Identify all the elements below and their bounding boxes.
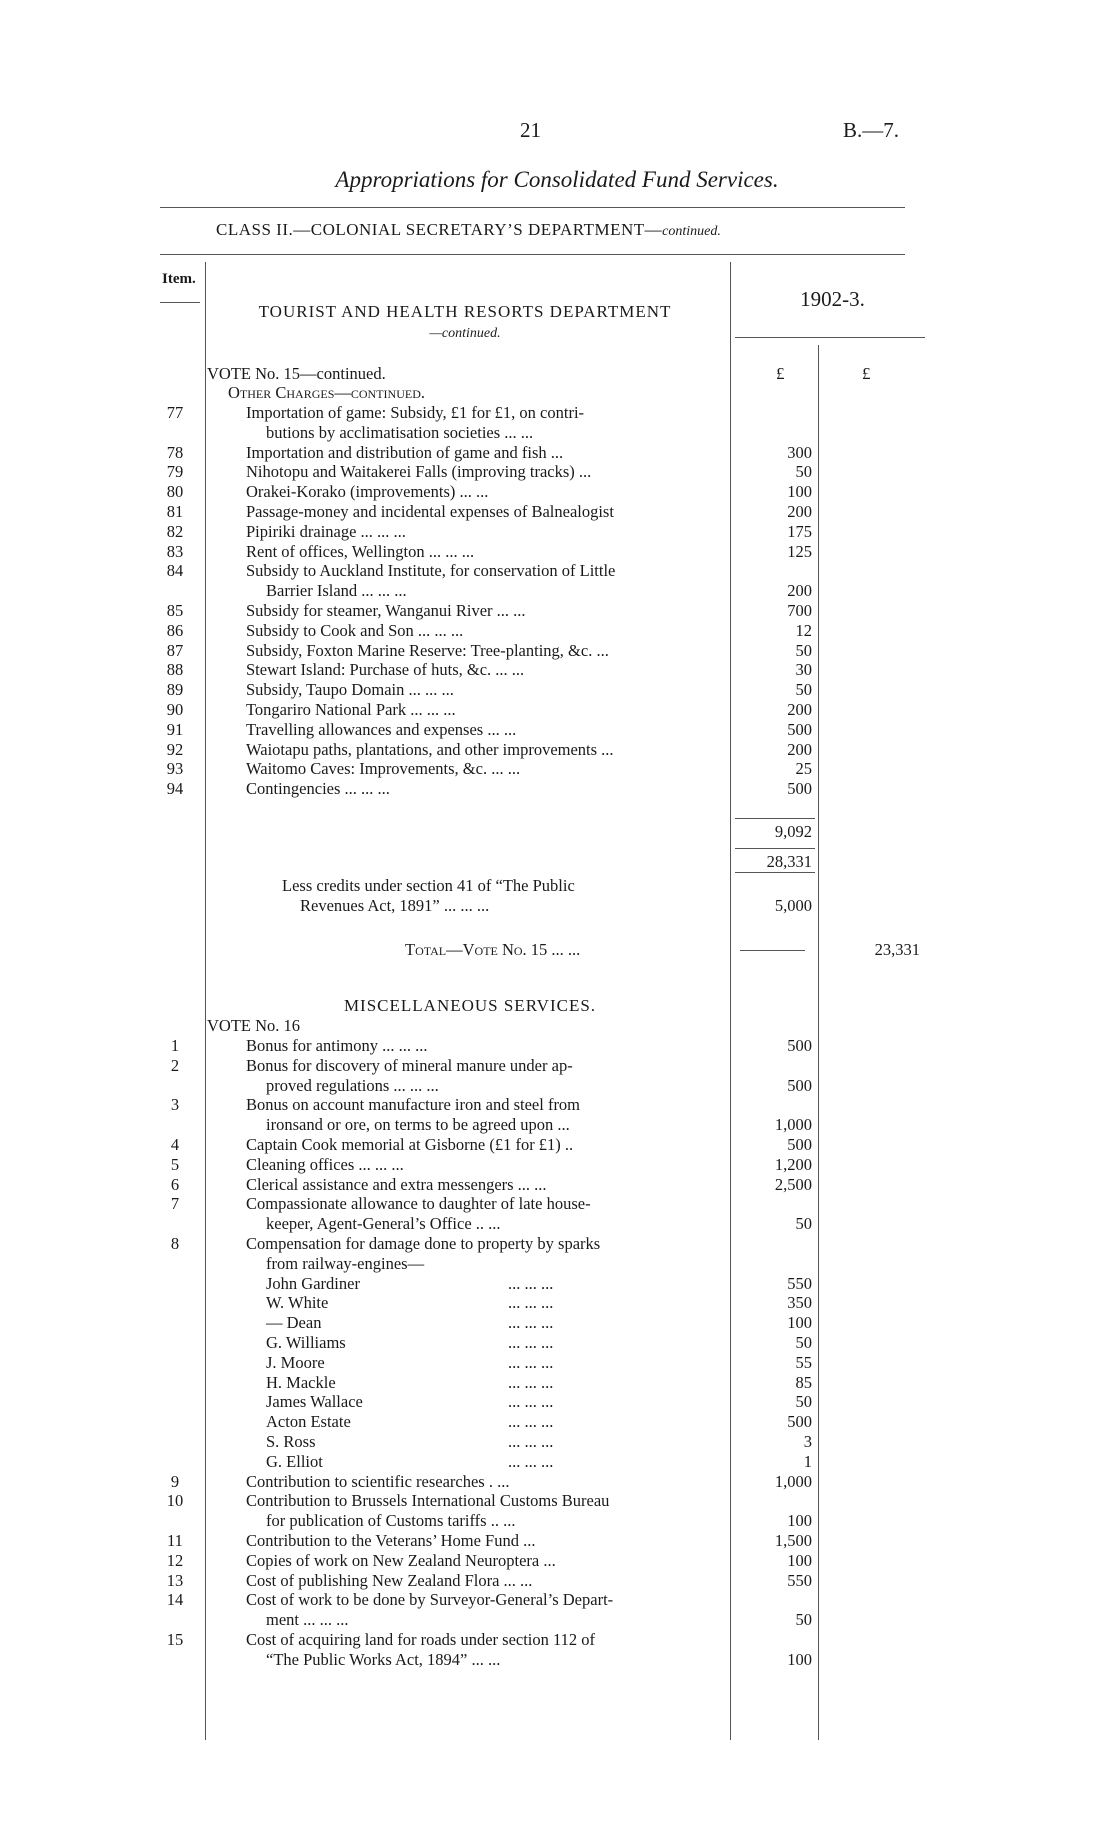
- item-description: Travelling allowances and expenses ... ...: [246, 719, 517, 739]
- item-number: 6: [170, 1174, 180, 1194]
- item-description: Copies of work on New Zealand Neuroptera ...: [246, 1550, 556, 1570]
- item-number: 83: [166, 541, 184, 561]
- item-description: Stewart Island: Purchase of huts, &c. ... ...: [246, 660, 525, 680]
- item-number: 86: [166, 620, 184, 640]
- claimant-dots: ... ... ...: [508, 1372, 554, 1392]
- item-amount: 50: [795, 1214, 812, 1234]
- claimant-dots: ... ... ...: [508, 1273, 554, 1293]
- item-number: 91: [166, 719, 184, 739]
- item-amount: 175: [787, 521, 812, 541]
- claimant-dots: ... ... ...: [508, 1432, 554, 1451]
- item-number: 84: [166, 561, 184, 581]
- item-amount: 1,000: [774, 1471, 812, 1491]
- item-description: Compassionate allowance to daughter of late house-: [246, 1194, 591, 1214]
- divider: [160, 254, 905, 255]
- item-number: 9: [170, 1471, 180, 1491]
- less-credits-amount: 5,000: [774, 896, 812, 915]
- item-amount: 50: [795, 462, 812, 482]
- item-description-cont: for publication of Customs tariffs .. ...: [266, 1511, 516, 1531]
- item-description: Subsidy, Taupo Domain ... ... ...: [246, 680, 454, 700]
- item-description: Bonus for discovery of mineral manure under ap-: [246, 1055, 573, 1075]
- item-description: Bonus on account manufacture iron and steel from: [246, 1095, 581, 1115]
- vote-label: VOTE No. 15—continued.: [207, 364, 386, 383]
- item-description: Cleaning offices ... ... ...: [246, 1154, 404, 1174]
- item-amount: 100: [787, 482, 812, 502]
- item-amount: 500: [787, 1075, 812, 1095]
- claimant-dots: ... ... ...: [508, 1313, 554, 1333]
- item-number: 15: [166, 1630, 184, 1649]
- item-amount: 200: [787, 739, 812, 759]
- less-credits-line1: Less credits under section 41 of “The Public: [282, 876, 575, 895]
- item-amount: 100: [787, 1649, 812, 1669]
- item-number: 93: [166, 759, 184, 779]
- item-number: 78: [166, 442, 184, 462]
- divider: [160, 207, 905, 208]
- item-number: 5: [170, 1154, 180, 1174]
- subtotal-amount: 9,092: [774, 822, 812, 841]
- page-number: 21: [520, 118, 541, 142]
- subtotal-rule: [735, 848, 815, 849]
- department-heading: [205, 302, 725, 344]
- item-description: Waitomo Caves: Improvements, &c. ... ...: [246, 759, 521, 779]
- item-description: Cost of work to be done by Surveyor-General’s Depart-: [246, 1590, 614, 1610]
- claimant-dots: ... ... ...: [508, 1412, 554, 1432]
- item-number: 4: [170, 1135, 180, 1154]
- subtotal-rule: [735, 818, 815, 819]
- item-description: Pipiriki drainage ... ... ...: [246, 521, 406, 541]
- item-number: 2: [170, 1055, 180, 1075]
- item-description: Contribution to the Veterans’ Home Fund ...: [246, 1531, 536, 1550]
- item-number: 88: [166, 660, 184, 680]
- item-description-cont: butions by acclimatisation societies ... ...: [266, 422, 534, 442]
- claimant-amount: 1: [803, 1451, 812, 1471]
- claimant-amount: 50: [795, 1333, 812, 1352]
- claimant-amount: 55: [795, 1352, 812, 1372]
- item-description: Waiotapu paths, plantations, and other improvements ...: [246, 739, 614, 759]
- item-description-cont: keeper, Agent-General’s Office .. ...: [266, 1214, 501, 1234]
- claimant-name: G. Elliot: [266, 1451, 323, 1471]
- item-number: 11: [167, 1531, 183, 1550]
- item-number: 87: [166, 640, 184, 660]
- claimant-amount: 350: [787, 1293, 812, 1313]
- item-number: 79: [166, 462, 184, 482]
- item-description: Subsidy to Cook and Son ... ... ...: [246, 620, 464, 640]
- item-amount: 1,000: [774, 1115, 812, 1135]
- claimant-dots: ... ... ...: [508, 1333, 554, 1352]
- item-amount: 25: [795, 759, 812, 779]
- item-amount: 500: [787, 1135, 812, 1154]
- item-description-cont: from railway-engines—: [266, 1253, 425, 1273]
- item-description: Cost of publishing New Zealand Flora ... ...: [246, 1570, 533, 1590]
- item-number: 85: [166, 601, 184, 620]
- claimant-name: James Wallace: [266, 1392, 363, 1412]
- item-description: Nihotopu and Waitakerei Falls (improving tracks) ...: [246, 462, 592, 482]
- claimant-name: S. Ross: [266, 1432, 316, 1451]
- item-description: Importation of game: Subsidy, £1 for £1, on contri-: [246, 403, 585, 422]
- item-number: 90: [166, 700, 184, 719]
- item-description: Captain Cook memorial at Gisborne (£1 for £1) ..: [246, 1135, 574, 1154]
- item-number: 8: [170, 1234, 180, 1253]
- column-rule: [730, 262, 731, 1740]
- item-amount: 200: [787, 581, 812, 601]
- vote-total-amount: 23,331: [874, 940, 920, 959]
- gross-rule: [735, 872, 815, 873]
- item-amount: 500: [787, 719, 812, 739]
- item-amount: 1,500: [774, 1531, 812, 1550]
- class-heading-suffix: continued.: [662, 224, 721, 239]
- gross-amount: 28,331: [766, 852, 812, 871]
- item-description: Compensation for damage done to property by sparks: [246, 1234, 601, 1253]
- item-description: Cost of acquiring land for roads under section 112 of: [246, 1630, 596, 1649]
- item-number: 7: [170, 1194, 180, 1214]
- item-description-cont: proved regulations ... ... ...: [266, 1075, 439, 1095]
- item-amount: 100: [787, 1511, 812, 1531]
- year-column-header: 1902-3.: [800, 287, 865, 311]
- item-amount: 50: [795, 1610, 812, 1630]
- claimant-name: J. Moore: [266, 1352, 325, 1372]
- item-amount: 125: [787, 541, 812, 561]
- claimant-amount: 85: [795, 1372, 812, 1392]
- item-amount: 300: [787, 442, 812, 462]
- year-rule: [735, 337, 925, 338]
- item-description: Passage-money and incidental expenses of Balnealogist: [246, 502, 614, 521]
- department-name: TOURIST AND HEALTH RESORTS DEPARTMENT: [258, 302, 672, 321]
- claimant-dots: ... ... ...: [508, 1293, 554, 1313]
- item-number: 82: [166, 521, 184, 541]
- item-number: 94: [166, 779, 184, 799]
- column-rule: [205, 262, 206, 1740]
- item-description: Tongariro National Park ... ... ...: [246, 700, 456, 719]
- column-rule: [818, 345, 819, 1740]
- claimant-dots: ... ... ...: [508, 1392, 554, 1412]
- item-description-cont: ment ... ... ...: [266, 1610, 349, 1630]
- item-description-cont: “The Public Works Act, 1894” ... ...: [266, 1649, 501, 1669]
- class-heading-main: CLASS II.—COLONIAL SECRETARY’S DEPARTMENT—: [216, 220, 663, 239]
- item-description: Contribution to Brussels International Customs Bureau: [246, 1491, 610, 1511]
- claimant-amount: 100: [787, 1313, 812, 1333]
- item-amount: 12: [795, 620, 812, 640]
- less-credits-line2: Revenues Act, 1891” ... ... ...: [300, 896, 490, 915]
- misc-heading: MISCELLANEOUS SERVICES.: [343, 996, 597, 1015]
- class-heading: [216, 220, 721, 240]
- item-description-cont: ironsand or ore, on terms to be agreed upon ...: [266, 1115, 570, 1135]
- pound-sign: £: [776, 364, 785, 383]
- item-description: Bonus for antimony ... ... ...: [246, 1036, 428, 1055]
- claimant-name: W. White: [266, 1293, 329, 1313]
- vote-total-label: Total—Vote No. 15 ... ...: [405, 940, 581, 959]
- item-description: Importation and distribution of game and fish ...: [246, 442, 564, 462]
- item-description-cont: Barrier Island ... ... ...: [266, 581, 407, 601]
- claimant-name: G. Williams: [266, 1333, 346, 1352]
- pound-sign: £: [862, 364, 871, 383]
- claimant-amount: 3: [803, 1432, 812, 1451]
- claimant-dots: ... ... ...: [508, 1451, 554, 1471]
- item-number: 1: [170, 1036, 180, 1055]
- claimant-dots: ... ... ...: [508, 1352, 554, 1372]
- item-amount: 500: [787, 1036, 812, 1055]
- item-description: Orakei-Korako (improvements) ... ...: [246, 482, 489, 502]
- claimant-name: — Dean: [266, 1313, 322, 1333]
- item-number: 14: [166, 1590, 184, 1610]
- document-code: B.—7.: [843, 118, 900, 142]
- claimant-amount: 500: [787, 1412, 812, 1432]
- item-amount: 200: [787, 700, 812, 719]
- item-amount: 500: [787, 779, 812, 799]
- item-amount: 1,200: [774, 1154, 812, 1174]
- misc-vote-label: VOTE No. 16: [207, 1016, 301, 1035]
- item-amount: 100: [787, 1550, 812, 1570]
- claimant-amount: 50: [795, 1392, 812, 1412]
- item-amount: 200: [787, 502, 812, 521]
- subhead: Other Charges—continued.: [228, 383, 425, 402]
- item-description: Clerical assistance and extra messengers ... ...: [246, 1174, 547, 1194]
- item-number: 80: [166, 482, 184, 502]
- item-description: Subsidy, Foxton Marine Reserve: Tree-planting, &c. ...: [246, 640, 609, 660]
- item-number: 81: [166, 502, 184, 521]
- item-amount: 700: [787, 601, 812, 620]
- item-number: 12: [166, 1550, 184, 1570]
- item-number: 89: [166, 680, 184, 700]
- item-amount: 30: [795, 660, 812, 680]
- item-description: Contribution to scientific researches . ...: [246, 1471, 510, 1491]
- item-number: 3: [170, 1095, 180, 1115]
- item-amount: 50: [795, 640, 812, 660]
- claimant-name: Acton Estate: [266, 1412, 351, 1432]
- item-number: 92: [166, 739, 184, 759]
- item-number: 13: [166, 1570, 184, 1590]
- page-title: Appropriations for Consolidated Fund Services.: [335, 167, 779, 192]
- item-rule: [160, 302, 200, 303]
- claimant-amount: 550: [787, 1273, 812, 1293]
- item-number: 77: [166, 403, 184, 422]
- item-description: Subsidy for steamer, Wanganui River ... ...: [246, 601, 526, 620]
- item-description: Rent of offices, Wellington ... ... ...: [246, 541, 475, 561]
- item-amount: 2,500: [774, 1174, 812, 1194]
- claimant-name: H. Mackle: [266, 1372, 336, 1392]
- item-amount: 50: [795, 680, 812, 700]
- item-description: Contingencies ... ... ...: [246, 779, 390, 799]
- item-column-header: Item.: [162, 271, 196, 287]
- total-rule: [740, 950, 805, 951]
- item-description: Subsidy to Auckland Institute, for conservation of Little: [246, 561, 616, 581]
- claimant-name: John Gardiner: [266, 1273, 360, 1293]
- item-amount: 550: [787, 1570, 812, 1590]
- item-number: 10: [166, 1491, 184, 1511]
- department-continued: —continued.: [429, 326, 501, 341]
